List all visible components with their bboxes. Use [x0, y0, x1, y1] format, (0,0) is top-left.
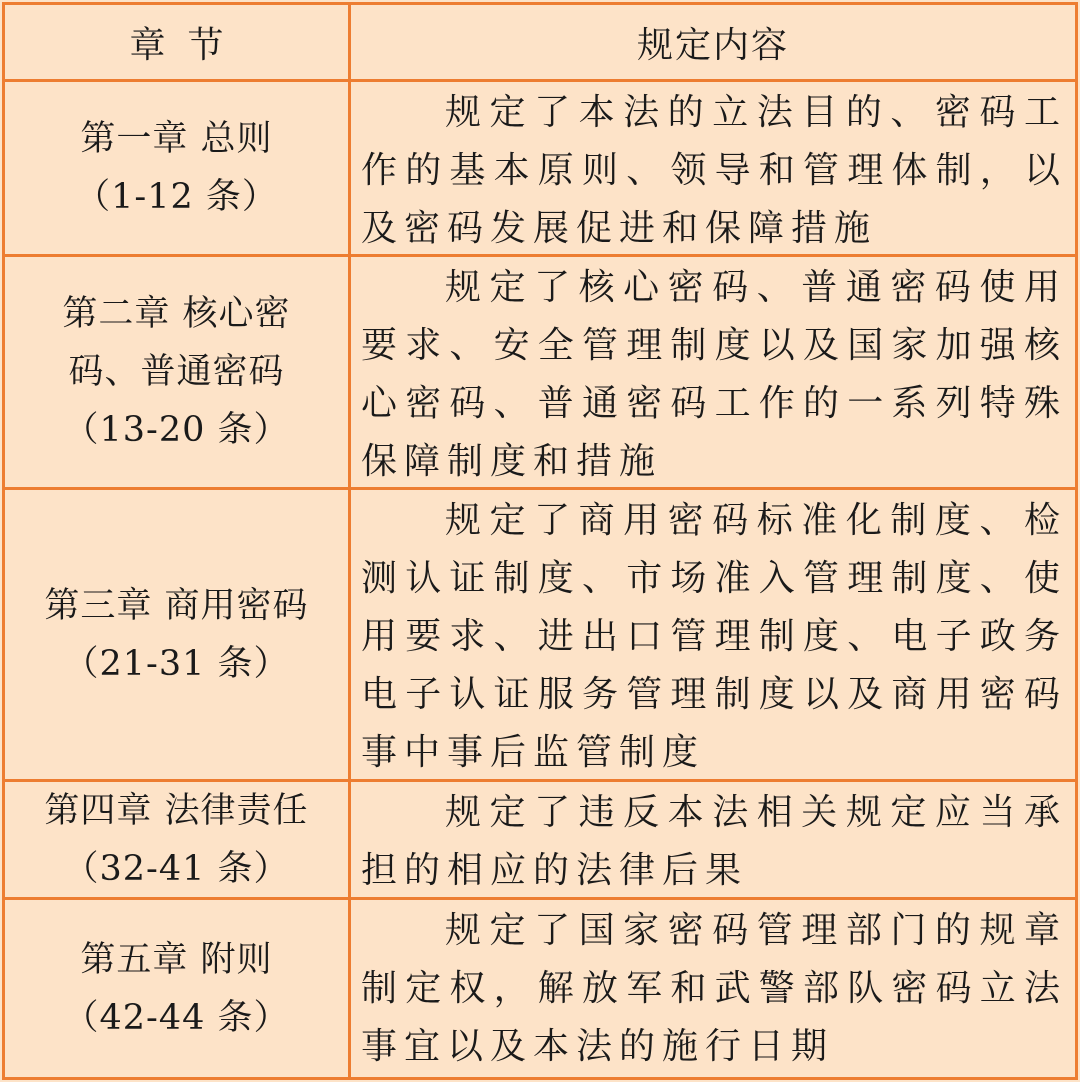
- chapter-2-range: （13-20 条）: [63, 410, 290, 450]
- chapter-1-cell: [5, 82, 351, 257]
- law-chapters-table: [2, 2, 1078, 1080]
- chapter-2-cell: [5, 257, 351, 490]
- chapter-4-name: 第四章 法律责任: [44, 790, 309, 831]
- chapter-1-range: （1-12 条）: [75, 177, 278, 217]
- chapter-3-range: （21-31 条）: [63, 643, 290, 684]
- chapter-4-cell: [5, 782, 351, 900]
- chapter-5-range: （42-44 条）: [63, 997, 290, 1038]
- chapter-3-name: 第三章 商用密码: [44, 585, 309, 626]
- chapter-1-content: 规定了本法的立法目的、密码工作的基本原则、领导和管理体制，以及密码发展促进和保障措施: [351, 82, 1075, 257]
- chapter-5-name: 第五章 附则: [80, 939, 273, 980]
- header-chapter: 章节: [5, 5, 351, 82]
- header-content: 规定内容: [351, 5, 1075, 82]
- chapter-3-cell: [5, 490, 351, 782]
- chapter-5-cell: [5, 900, 351, 1077]
- chapter-4-range: （32-41 条）: [63, 848, 290, 889]
- chapter-3-content: 规定了商用密码标准化制度、检测认证制度、市场准入管理制度、使用要求、进出口管理制度、电子政务电子认证服务管理制度以及商用密码事中事后监管制度: [351, 490, 1075, 782]
- chapter-2-content: 规定了核心密码、普通密码使用要求、安全管理制度以及国家加强核心密码、普通密码工作的一系列特殊保障制度和措施: [351, 257, 1075, 490]
- chapter-4-content: 规定了违反本法相关规定应当承担的相应的法律后果: [351, 782, 1075, 900]
- chapter-2-name: 第二章 核心密 码、普通密码: [62, 294, 291, 392]
- chapter-1-name: 第一章 总则: [80, 119, 273, 159]
- chapter-5-content: 规定了国家密码管理部门的规章制定权，解放军和武警部队密码立法事宜以及本法的施行日期: [361, 910, 1067, 1067]
